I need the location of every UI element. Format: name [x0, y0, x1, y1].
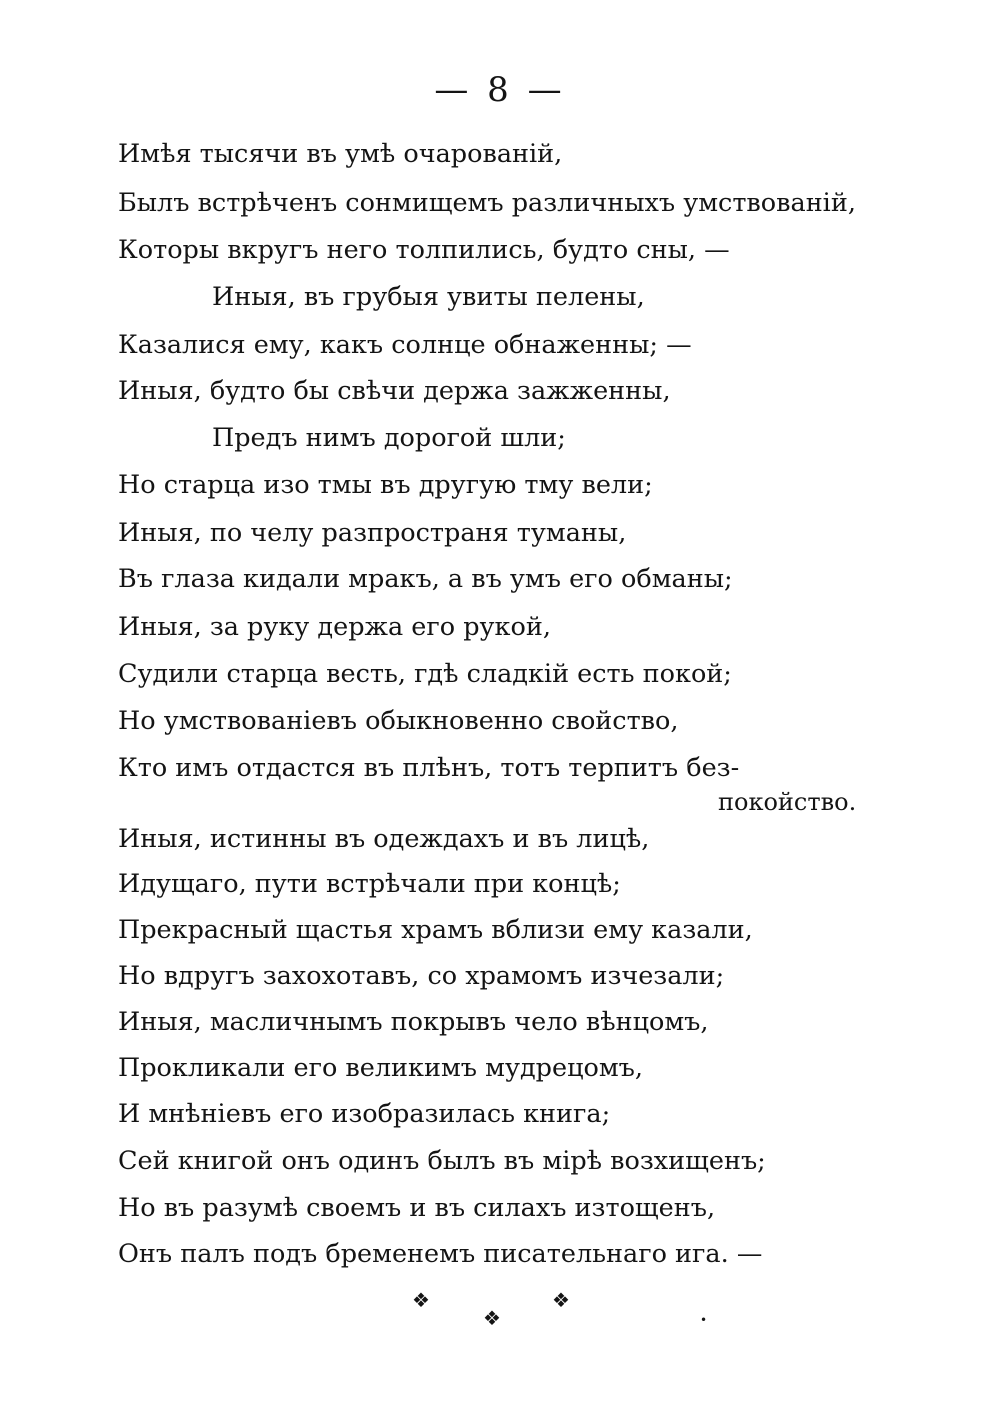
verse-line-1: Имѣя тысячи въ умѣ очарованій,	[118, 139, 563, 169]
verse-line-19: Иныя, масличнымъ покрывъ чело вѣнцомъ,	[118, 1007, 709, 1037]
verse-line-16: Идущаго, пути встрѣчали при концѣ;	[118, 869, 621, 899]
fleuron-icon: ❖	[412, 1288, 430, 1312]
closing-ornament	[0, 1282, 1000, 1342]
fleuron-icon: ❖	[483, 1306, 501, 1330]
verse-line-20: Прокликали его великимъ мудрецомъ,	[118, 1053, 644, 1083]
dot-icon: •	[700, 1313, 708, 1327]
verse-line-22: Сей книгой онъ одинъ былъ въ мірѣ возхищенъ;	[118, 1146, 766, 1176]
verse-line-17: Прекрасный щастья храмъ вблизи ему казали,	[118, 915, 753, 945]
verse-line-7: Предъ нимъ дорогой шли;	[212, 423, 566, 453]
verse-line-14: Кто имъ отдастся въ плѣнъ, тотъ терпитъ без-	[118, 753, 740, 783]
fleuron-icon: ❖	[552, 1288, 570, 1312]
verse-line-11: Иныя, за руку держа его рукой,	[118, 612, 551, 642]
verse-line-18: Но вдругъ захохотавъ, со храмомъ изчезали;	[118, 961, 725, 991]
verse-line-6: Иныя, будто бы свѣчи держа зажженны,	[118, 376, 671, 406]
verse-line-8: Но старца изо тмы въ другую тму вели;	[118, 470, 653, 500]
verse-line-9: Иныя, по челу разпространя туманы,	[118, 518, 627, 548]
verse-line-12: Судили старца весть, гдѣ сладкій есть покой;	[118, 659, 732, 689]
verse-line-24: Онъ палъ подъ бременемъ писательнаго ига. —	[118, 1239, 763, 1269]
verse-line-13: Но умствованіевъ обыкновенно свойство,	[118, 706, 679, 736]
verse-line-2: Былъ встрѣченъ сонмищемъ различныхъ умствованій,	[118, 188, 856, 218]
verse-line-14-continuation: покойство.	[718, 788, 857, 816]
verse-line-23: Но въ разумѣ своемъ и въ силахъ изтощенъ,	[118, 1193, 716, 1223]
verse-line-15: Иныя, истинны въ одеждахъ и въ лицѣ,	[118, 824, 650, 854]
verse-line-10: Въ глаза кидали мракъ, а въ умъ его обманы;	[118, 564, 733, 594]
verse-line-3: Которы вкругъ него толпились, будто сны, —	[118, 235, 730, 265]
page-number: — 8 —	[434, 70, 566, 110]
verse-line-21: И мнѣніевъ его изобразилась книга;	[118, 1099, 611, 1129]
verse-line-5: Казалися ему, какъ солнце обнаженны; —	[118, 330, 692, 360]
verse-line-4: Иныя, въ грубыя увиты пелены,	[212, 282, 645, 312]
